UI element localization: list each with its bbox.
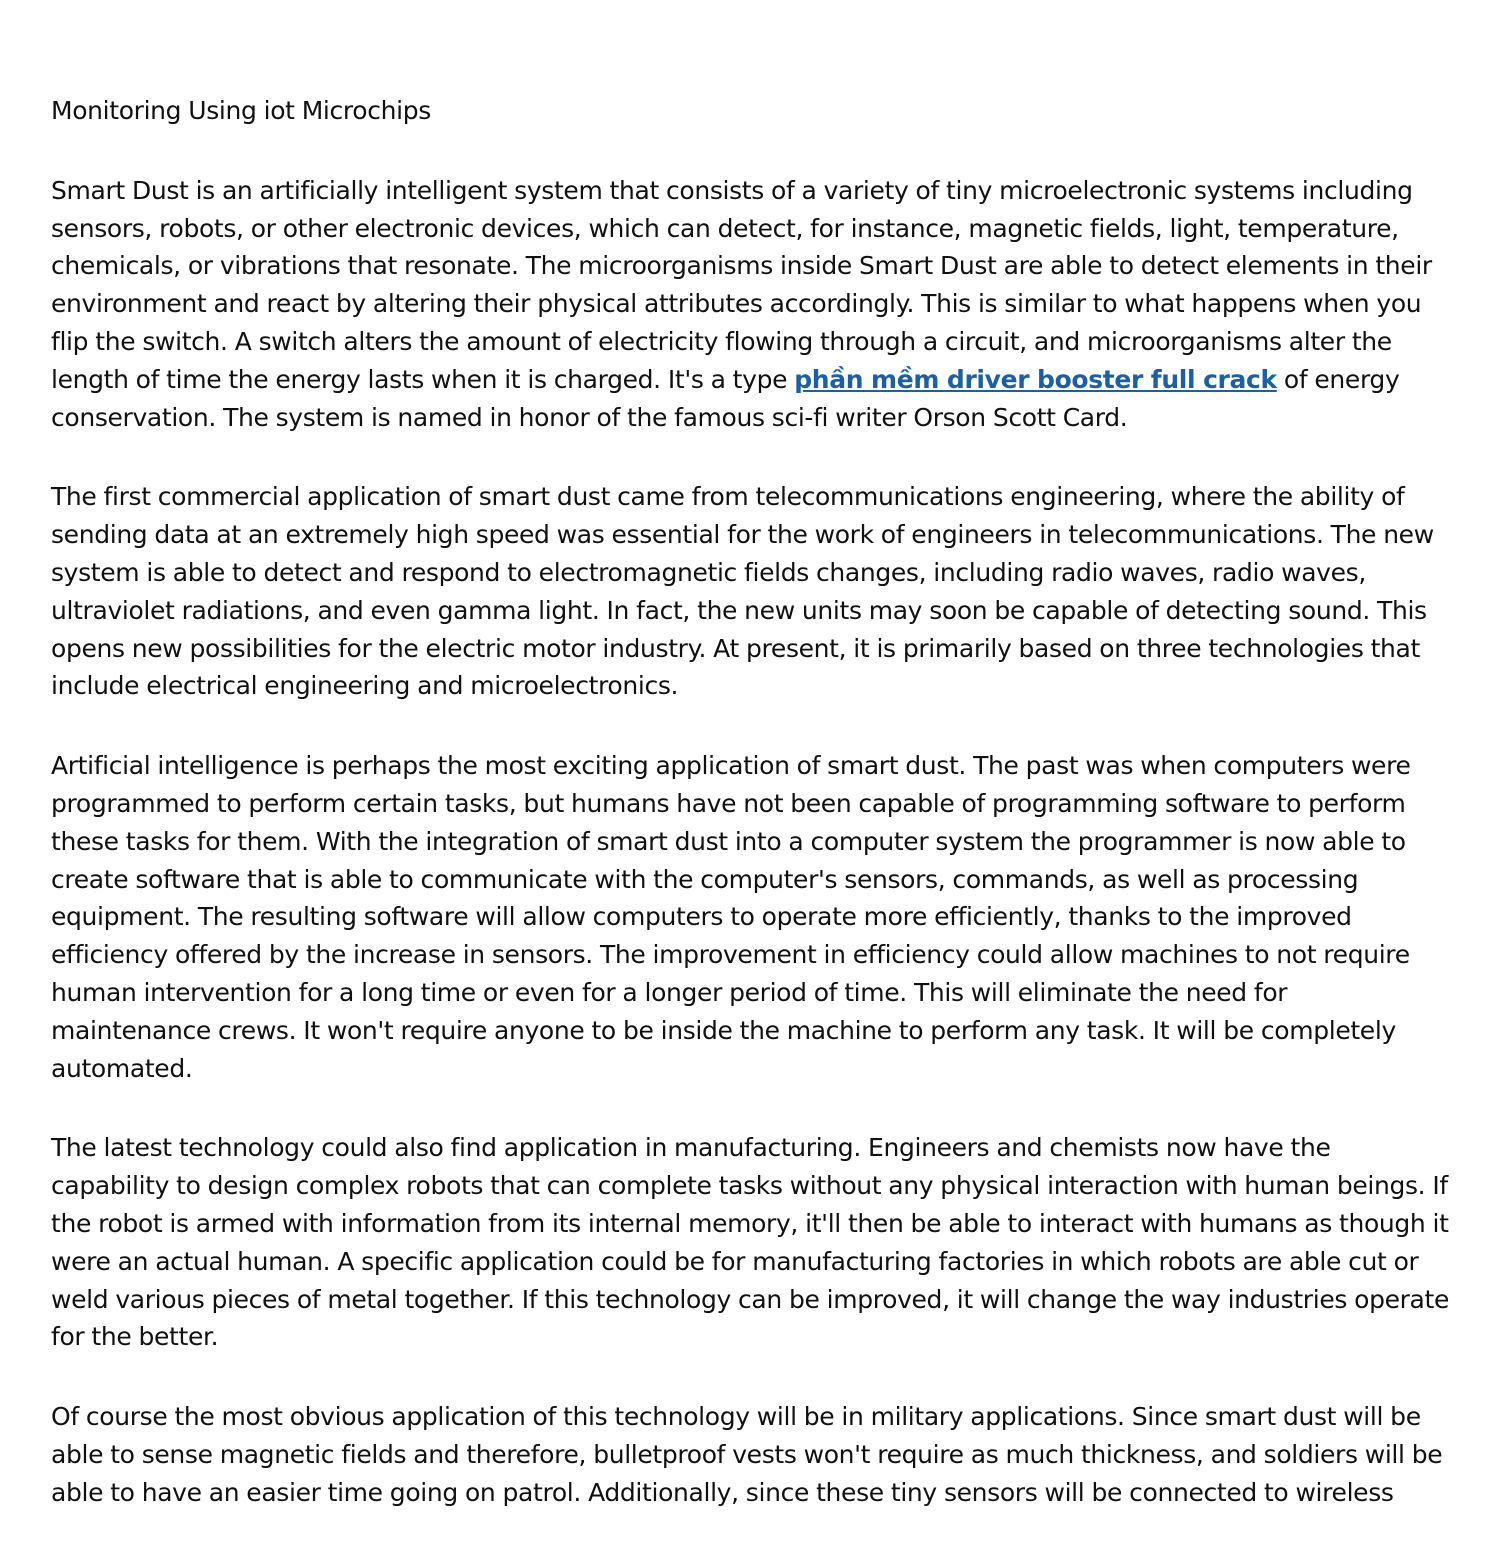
- document-page: [51, 92, 1451, 1554]
- paragraph-artificial-intelligence: Artificial intelligence is perhaps the most exciting application of smart dust. The past was when computers were programmed to perform certain tasks, but humans have not been capable of programming software to perform these tasks for them. With the integration of smart dust into a computer system the programmer is now able to create software that is able to communicate with the computer's sensors, commands, as well as processing equipment. The resulting software will allow computers to operate more efficiently, thanks to the improved efficiency offered by the increase in sensors. The improvement in efficiency could allow machines to not require human intervention for a long time or even for a longer period of time. This will eliminate the need for maintenance crews. It won't require anyone to be inside the machine to perform any task. It will be completely automated.: [51, 751, 1411, 1083]
- paragraph-text: of energy conservation. The system is named in honor of the famous sci-fi writer Orson Scott Card.: [51, 364, 1400, 432]
- paragraph-manufacturing: The latest technology could also find application in manufacturing. Engineers and chemists now have the capability to design complex robots that can complete tasks without any physical interaction with human beings. If the robot is armed with information from its internal memory, it'll then be able to interact with humans as though it were an actual human. A specific application could be for manufacturing factories in which robots are able cut or weld various pieces of metal together. If this technology can be improved, it will change the way industries operate for the better.: [51, 1133, 1450, 1352]
- paragraph-military: Of course the most obvious application of this technology will be in military applications. Since smart dust will be able to sense magnetic fields and therefore, bulletproof vests won't require as much thickness, and soldiers will be able to have an easier time going on patrol. Additionally, since these tiny sensors will be connected to wireless: [51, 1402, 1443, 1507]
- paragraph-telecommunications: The first commercial application of smart dust came from telecommunications engineering, where the ability of sending data at an extremely high speed was essential for the work of engineers in telecommunications. The new system is able to detect and respond to electromagnetic fields changes, including radio waves, radio waves, ultraviolet radiations, and even gamma light. In fact, the new units may soon be capable of detecting sound. This opens new possibilities for the electric motor industry. At present, it is primarily based on three technologies that include electrical engineering and microelectronics.: [51, 482, 1434, 701]
- paragraph-text: Smart Dust is an artificially intelligent system that consists of a variety of tiny microelectronic systems including sensors, robots, or other electronic devices, which can detect, for instance, magnetic fields, light, temperature, chemicals, or vibrations that resonate. The microorganisms inside Smart Dust are able to detect elements in their environment and react by altering their physical attributes accordingly. This is similar to what happens when you flip the switch. A switch alters the amount of electricity flowing through a circuit, and microorganisms alter the length of time the energy lasts when it is charged. It's a type: [51, 175, 1432, 394]
- document-title: Monitoring Using iot Microchips: [51, 96, 431, 125]
- paragraph-smart-dust-intro: [51, 172, 1451, 437]
- driver-booster-link[interactable]: phần mềm driver booster full crack: [794, 364, 1277, 394]
